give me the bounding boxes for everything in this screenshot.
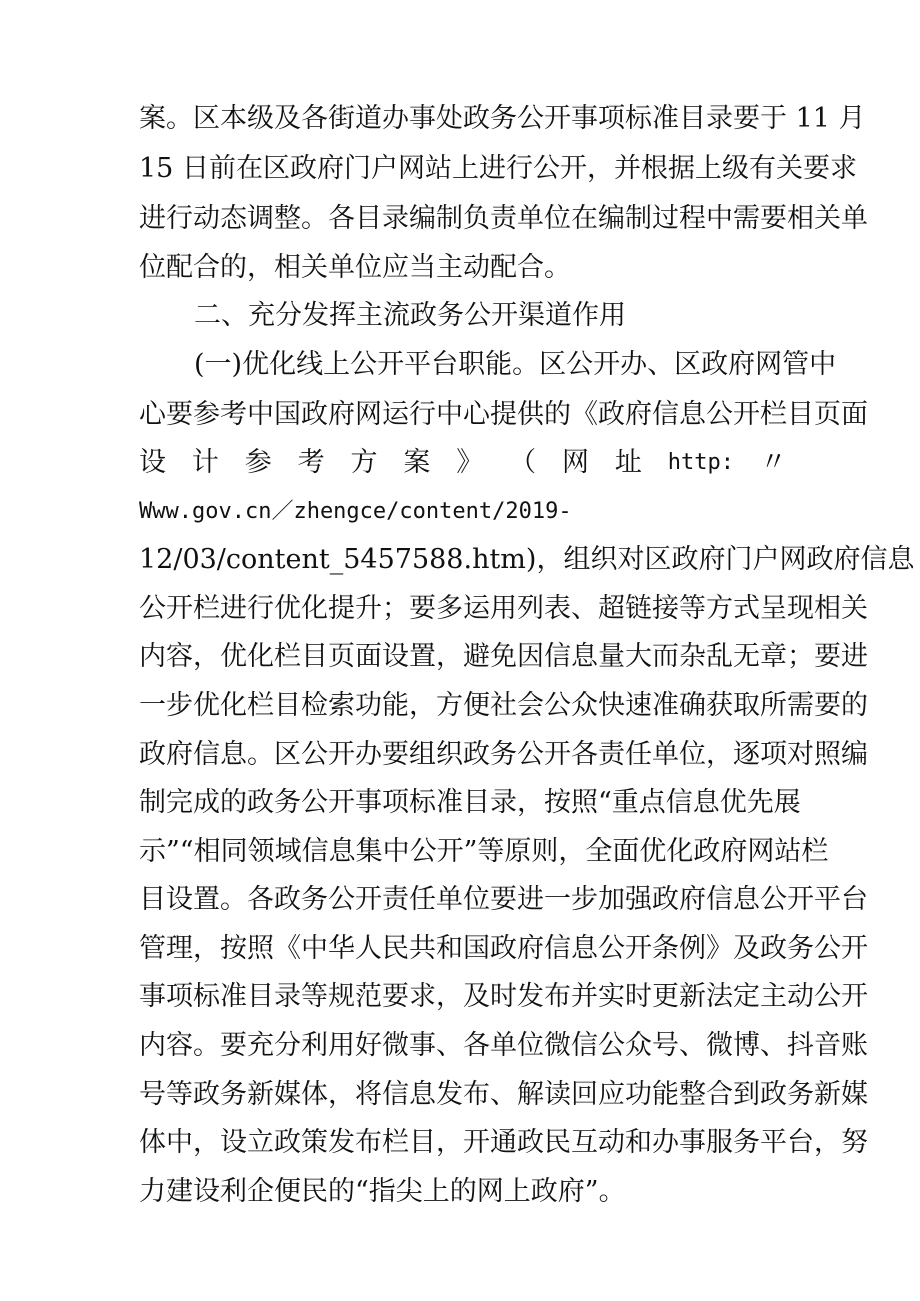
text-line-21: 号等政务新媒体，将信息发布、解读回应功能整合到政务新媒 — [139, 1079, 868, 1110]
spread-token: 方 — [350, 447, 378, 478]
spread-token: 址 — [614, 447, 642, 478]
text-line-11: 公开栏进行优化提升；要多运用列表、超链接等方式呈现相关 — [139, 593, 868, 624]
text-line-23: 力建设利企便民的“指尖上的网上政府”。 — [139, 1176, 626, 1207]
spread-token: 》 — [456, 447, 484, 478]
url-line-1: Www.gov.cn／zhengce/content/2019- — [139, 499, 572, 524]
spread-token: 设 — [139, 447, 166, 478]
text-line-4: 位配合的，相关单位应当主动配合。 — [139, 252, 571, 283]
text-line-1: 案。区本级及各街道办事处政务公开事项标准目录要于 11 月 — [139, 103, 866, 134]
spread-token: 参 — [244, 447, 272, 478]
text-line-12: 内容，优化栏目页面设置，避免因信息量大而杂乱无章；要进 — [139, 641, 868, 672]
text-line-20: 内容。要充分利用好微事、各单位微信公众号、微博、抖音账 — [139, 1030, 868, 1061]
spread-token: 案 — [403, 447, 431, 478]
paragraph-start-line: (一)优化线上公开平台职能。区公开办、区政府网管中 — [194, 349, 837, 380]
section-heading: 二、充分发挥主流政务公开渠道作用 — [194, 300, 626, 331]
spread-token: 考 — [297, 447, 325, 478]
text-line-22: 体中，设立政策发布栏目，开通政民互动和办事服务平台，努 — [139, 1127, 868, 1158]
text-line-15: 制完成的政务公开事项标准目录，按照“重点信息优先展 — [139, 787, 801, 818]
text-line-16: 示”“相同领域信息集中公开”等原则，全面优化政府网站栏 — [139, 836, 829, 867]
spread-token: （ — [509, 447, 537, 478]
spread-token-url: http: — [667, 450, 734, 475]
spread-text-line — [139, 443, 787, 483]
text-line-13: 一步优化栏目检索功能，方便社会公众快速准确获取所需要的 — [139, 690, 868, 721]
text-line-18: 管理，按照《中华人民共和国政府信息公开条例》及政务公开 — [139, 933, 868, 964]
text-line-19: 事项标准目录等规范要求，及时发布并实时更新法定主动公开 — [139, 981, 868, 1012]
text-line-17: 目设置。各政务公开责任单位要进一步加强政府信息公开平台 — [139, 884, 868, 915]
text-line-3: 进行动态调整。各目录编制负责单位在编制过程中需要相关单 — [139, 203, 868, 234]
spread-token: 计 — [191, 447, 219, 478]
text-line-14: 政府信息。区公开办要组织政务公开各责任单位，逐项对照编 — [139, 739, 868, 770]
text-line-2: 15 日前在区政府门户网站上进行公开，并根据上级有关要求 — [139, 153, 857, 184]
spread-token: 网 — [562, 447, 589, 478]
spread-token: 〃 — [759, 447, 787, 478]
url-line-2: 12/03/content_5457588.htm)，组织对区政府门户网政府信息 — [139, 544, 915, 575]
text-line-7: 心要参考中国政府网运行中心提供的《政府信息公开栏目页面 — [139, 399, 868, 430]
